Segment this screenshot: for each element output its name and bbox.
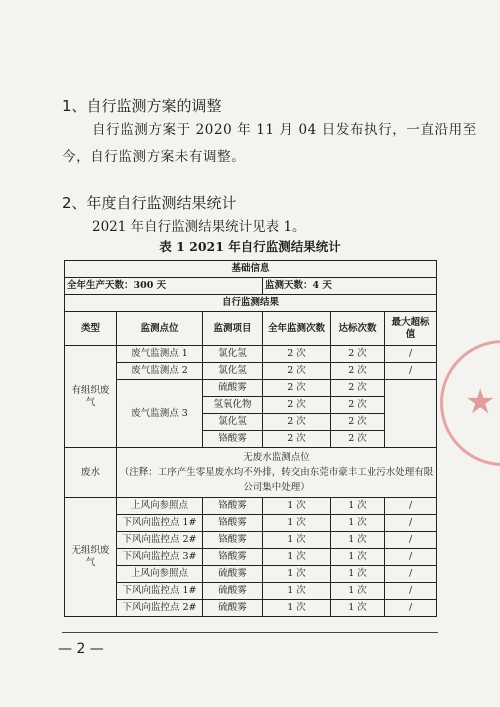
cell-count: 1 次 (263, 600, 331, 617)
table-header-row (65, 312, 437, 346)
cell-point: 下风向监控点 3# (117, 549, 203, 566)
table-row (65, 515, 437, 532)
cell-count: 1 次 (263, 498, 331, 515)
cell-count: 2 次 (263, 380, 331, 397)
header-point: 监测点位 (117, 312, 203, 346)
type-organized: 有组织废气 (65, 346, 117, 448)
cell-count: 2 次 (263, 397, 331, 414)
cell-max: / (385, 515, 437, 532)
cell-pass: 2 次 (331, 414, 385, 431)
table-caption: 表 1 2021 年自行监测结果统计 (159, 239, 341, 254)
wastewater-line1: 无废水监测点位 (243, 452, 310, 463)
cell-item: 铬酸雾 (203, 515, 263, 532)
results-title: 自行监测结果 (65, 295, 437, 312)
footer-rule (62, 632, 438, 633)
cell-pass: 1 次 (331, 515, 385, 532)
cell-point: 废气监测点 3 (117, 380, 203, 448)
cell-count: 2 次 (263, 346, 331, 363)
cell-pass: 1 次 (331, 498, 385, 515)
type-unorganized: 无组织废气 (65, 498, 117, 617)
seal-star-icon: ★ (465, 382, 496, 422)
cell-item: 氯化氢 (203, 346, 263, 363)
cell-count: 1 次 (263, 549, 331, 566)
table-row (65, 346, 437, 363)
cell-item: 氯化氢 (203, 363, 263, 380)
header-count: 全年监测次数 (263, 312, 331, 346)
table-row (65, 566, 437, 583)
cell-item: 硫酸雾 (203, 380, 263, 397)
cell-count: 1 次 (263, 515, 331, 532)
cell-pass: 1 次 (331, 566, 385, 583)
cell-max: / (385, 532, 437, 549)
table-row (65, 600, 437, 617)
cell-max (385, 380, 437, 448)
cell-point: 下风向监控点 2# (117, 600, 203, 617)
cell-count: 2 次 (263, 363, 331, 380)
cell-max: / (385, 498, 437, 515)
cell-max: / (385, 566, 437, 583)
cell-max: / (385, 549, 437, 566)
cell-max: / (385, 346, 437, 363)
cell-max: / (385, 583, 437, 600)
table-row (65, 498, 437, 515)
cell-item: 硫酸雾 (203, 583, 263, 600)
section1-para-line2: 今，自行监测方案未有调整。 (62, 149, 246, 165)
cell-item: 氢氧化物 (203, 397, 263, 414)
table-row (65, 380, 437, 397)
cell-item: 氯化氢 (203, 414, 263, 431)
cell-item: 铬酸雾 (203, 532, 263, 549)
table-row (65, 532, 437, 549)
table-row (65, 295, 437, 312)
cell-pass: 1 次 (331, 600, 385, 617)
cell-count: 1 次 (263, 566, 331, 583)
wastewater-line2: （注释：工序产生零星废水均不外排，转交由东莞市豪丰工业污水处理有限公司集中处理） (119, 467, 434, 493)
cell-item: 硫酸雾 (203, 566, 263, 583)
cell-pass: 1 次 (331, 532, 385, 549)
monitoring-days: 监测天数：4 天 (263, 278, 437, 295)
cell-item: 铬酸雾 (203, 498, 263, 515)
header-item: 监测项目 (203, 312, 263, 346)
wastewater-note (117, 448, 437, 498)
cell-item: 铬酸雾 (203, 549, 263, 566)
section1-para-line1: 自行监测方案于 2020 年 11 月 04 日发布执行，一直沿用至 (92, 122, 477, 138)
section1-heading: 1、自行监测方案的调整 (62, 97, 222, 115)
cell-point: 上风向参照点 (117, 498, 203, 515)
cell-count: 2 次 (263, 414, 331, 431)
cell-pass: 2 次 (331, 431, 385, 448)
table-row (65, 363, 437, 380)
cell-pass: 2 次 (331, 363, 385, 380)
monitoring-results-table (64, 260, 437, 617)
table-row (65, 278, 437, 295)
section2-para: 2021 年自行监测结果统计见表 1。 (92, 219, 306, 235)
cell-item: 铬酸雾 (203, 431, 263, 448)
header-pass: 达标次数 (331, 312, 385, 346)
cell-max: / (385, 600, 437, 617)
table-row (65, 448, 437, 498)
basic-info-title: 基础信息 (65, 261, 437, 278)
cell-max: / (385, 363, 437, 380)
header-type: 类型 (65, 312, 117, 346)
cell-count: 1 次 (263, 583, 331, 600)
cell-point: 废气监测点 1 (117, 346, 203, 363)
cell-count: 1 次 (263, 532, 331, 549)
cell-point: 下风向监控点 1# (117, 515, 203, 532)
table-row (65, 583, 437, 600)
cell-pass: 2 次 (331, 397, 385, 414)
cell-point: 下风向监控点 1# (117, 583, 203, 600)
table-row (65, 261, 437, 278)
section2-heading: 2、年度自行监测结果统计 (62, 194, 237, 212)
page-number: — 2 — (58, 641, 104, 657)
type-wastewater: 废水 (65, 448, 117, 498)
header-max: 最大超标值 (385, 312, 437, 346)
cell-pass: 2 次 (331, 380, 385, 397)
cell-pass: 1 次 (331, 549, 385, 566)
cell-pass: 1 次 (331, 583, 385, 600)
cell-item: 硫酸雾 (203, 600, 263, 617)
table-row (65, 549, 437, 566)
cell-count: 2 次 (263, 431, 331, 448)
production-days: 全年生产天数：300 天 (65, 278, 263, 295)
cell-pass: 2 次 (331, 346, 385, 363)
cell-point: 上风向参照点 (117, 566, 203, 583)
cell-point: 下风向监控点 2# (117, 532, 203, 549)
cell-point: 废气监测点 2 (117, 363, 203, 380)
